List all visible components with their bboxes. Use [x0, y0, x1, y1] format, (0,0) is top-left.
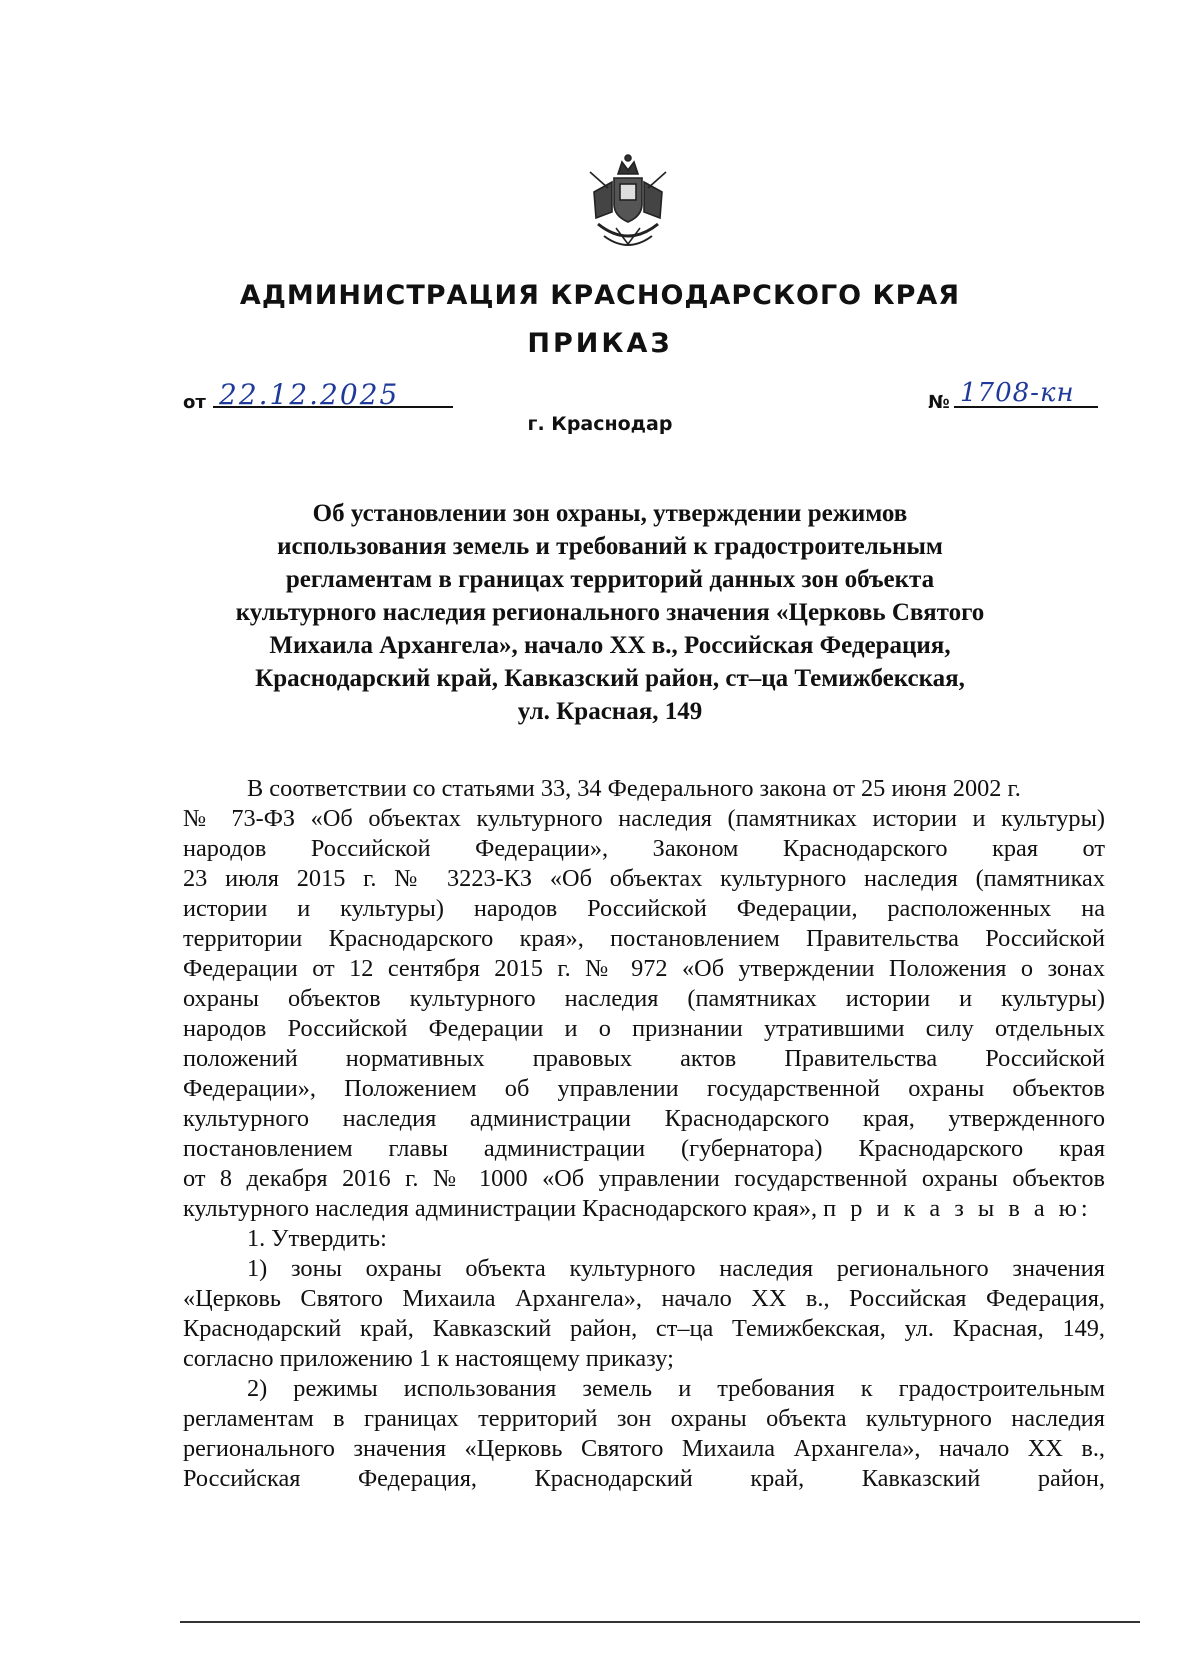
coat-of-arms-icon: [586, 152, 670, 262]
organization-name: АДМИНИСТРАЦИЯ КРАСНОДАРСКОГО КРАЯ: [239, 280, 961, 311]
body-line: Федерации», Положением об управлении государственной охраны объектов: [183, 1075, 1105, 1102]
footer-divider: [180, 1621, 1140, 1623]
body-line: Федерации от 12 сентября 2015 г. № 972 «Об утверждении Положения о зонах: [183, 955, 1105, 982]
order-word: п р и к а з ы в а ю:: [823, 1195, 1092, 1222]
body-line: № 73-ФЗ «Об объектах культурного наследия (памятниках истории и культуры): [183, 805, 1105, 832]
body-line: народов Российской Федерации и о признании утратившими силу отдельных: [183, 1015, 1105, 1042]
number-value: 1708-кн: [954, 378, 1098, 408]
body-line: постановлением главы администрации (губернатора) Краснодарского края: [183, 1135, 1105, 1162]
body-line: Российская Федерация, Краснодарский край, Кавказский район,: [183, 1465, 1105, 1492]
date-label: от: [183, 392, 206, 413]
date-value: 22.12.2025: [213, 378, 453, 408]
body-line: 1. Утвердить:: [247, 1225, 387, 1252]
body-line: народов Российской Федерации», Законом Краснодарского края от: [183, 835, 1105, 862]
document-body: [183, 774, 1105, 1494]
body-line: 2) режимы использования земель и требования к градостроительным: [247, 1375, 1105, 1402]
body-line: регламентам в границах территорий зон охраны объекта культурного наследия: [183, 1405, 1105, 1432]
body-line: согласно приложению 1 к настоящему приказу;: [183, 1345, 674, 1372]
title-line: ул. Красная, 149: [517, 698, 703, 725]
number-field: [928, 378, 1098, 414]
body-line: территории Краснодарского края», постановлением Правительства Российской: [183, 925, 1105, 952]
body-line: охраны объектов культурного наследия (памятниках истории и культуры): [183, 985, 1105, 1012]
title-line: Михаила Архангела», начало XX в., Российская Федерация,: [269, 632, 951, 659]
document-type: ПРИКАЗ: [527, 328, 673, 359]
date-field: [183, 378, 453, 414]
title-line: культурного наследия регионального значения «Церковь Святого: [235, 599, 985, 626]
body-line: «Церковь Святого Михаила Архангела», начало XX в., Российская Федерация,: [183, 1285, 1105, 1312]
body-line: культурного наследия администрации Краснодарского края»,: [183, 1195, 818, 1222]
body-line: 23 июля 2015 г. № 3223-КЗ «Об объектах культурного наследия (памятниках: [183, 865, 1105, 892]
body-line: культурного наследия администрации Краснодарского края, утвержденного: [183, 1105, 1105, 1132]
body-line: Краснодарский край, Кавказский район, ст–ца Темижбекская, ул. Красная, 149,: [183, 1315, 1105, 1342]
number-label: №: [928, 392, 950, 413]
body-line: от 8 декабря 2016 г. № 1000 «Об управлении государственной охраны объектов: [183, 1165, 1105, 1192]
title-line: Об установлении зон охраны, утверждении режимов: [312, 500, 908, 527]
body-line: положений нормативных правовых актов Правительства Российской: [183, 1045, 1105, 1072]
city: г. Краснодар: [527, 413, 673, 435]
body-line: истории и культуры) народов Российской Федерации, расположенных на: [183, 895, 1105, 922]
body-line: В соответствии со статьями 33, 34 Федерального закона от 25 июня 2002 г.: [247, 775, 1021, 802]
body-line: 1) зоны охраны объекта культурного наследия регионального значения: [247, 1255, 1105, 1282]
body-line: регионального значения «Церковь Святого Михаила Архангела», начало XX в.,: [183, 1435, 1105, 1462]
title-line: Краснодарский край, Кавказский район, ст–ца Темижбекская,: [255, 665, 965, 692]
title-line: регламентам в границах территорий данных зон объекта: [285, 566, 935, 593]
body-line-order: [183, 1194, 1105, 1224]
title-line: использования земель и требований к градостроительным: [277, 533, 943, 560]
document-title: [200, 497, 1020, 728]
